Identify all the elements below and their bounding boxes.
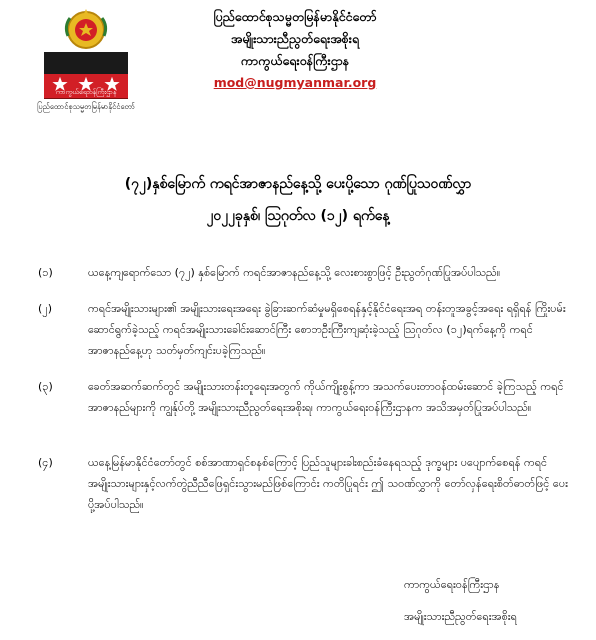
country-name: ပြည်ထောင်စုသမ္မတမြန်မာနိုင်ငံတော် (213, 9, 377, 24)
ministry-flag (44, 52, 128, 99)
state-emblem-icon (62, 6, 110, 52)
paragraph-number: (၄) (38, 456, 53, 469)
logo-caption: ပြည်ထောင်စုသမ္မတမြန်မာနိုင်ငံတော် (37, 102, 135, 111)
email-link[interactable]: mod@nugmyanmar.org (213, 75, 377, 90)
signature-government: အမျိုးသားညီညွတ်ရေးအစိုးရ (404, 610, 517, 623)
ministry-name: ကာကွယ်ရေးဝန်ကြီးဌာန (240, 53, 350, 68)
document-date: ၂၀၂၂ခုနှစ်၊ ဩဂုတ်လ (၁၂) ရက်နေ့ (206, 208, 390, 224)
paragraph-text: ယနေ့မြန်မာနိုင်ငံတော်တွင် စစ်အာဏာရှင်စနစ်ကြောင့် ပြည်သူများခါးစည်းခံနေရသည့် ဒုက္ခများ ပပျောက်စေရန် ကရင်အမျိုးသားများနှင့်လက်တွဲညီညီဖြေရှင်းသွားမည်ဖြစ်ကြောင်း ကတိပြုရင်း ဤ သဝဏ်လွှာကို တော်လှန်ရေးစိတ်ဓာတ်ဖြင့် ပေးပို့အပ်ပါသည်။ (88, 456, 568, 511)
paragraph-text: ခေတ်အဆက်ဆက်တွင် အမျိုးသားတန်းတူရေးအတွက် ကိုယ်ကျိုးစွန့်ကာ အသက်ပေးတာဝန်ထမ်းဆောင် ခဲ့ကြသည့် ကရင်အာဇာနည်များကို ကျွန်ုပ်တို့ အမျိုးသားညီညွတ်ရေးအစိုးရ၊ ကာကွယ်ရေးဝန်ကြီးဌာနက အသိအမှတ်ပြုအပ်ပါသည်။ (88, 380, 564, 414)
paragraph-text: ယနေ့ကျရောက်သော (၇၂) နှစ်မြောက် ကရင်အာဇာနည်နေ့သို့ လေးစားစွာဖြင့် ဦးညွတ်ဂုဏ်ပြုအပ်ပါသည်။ (88, 266, 501, 279)
flag-canton (44, 52, 128, 74)
government-name: အမျိုးသားညီညွတ်ရေးအစိုးရ (230, 31, 360, 46)
office-header (160, 6, 430, 94)
flag-caption: ကာကွယ်ရေးဝန်ကြီးဌာန (55, 88, 117, 96)
signature-ministry: ကာကွယ်ရေးဝန်ကြီးဌာန (404, 578, 500, 591)
paragraph-number: (၁) (38, 266, 53, 279)
paragraph-text: ကရင်အမျိုးသားများ၏ အမျိုးသားရေးအရေး ခွဲခြားဆက်ဆံမှုမရှိစေရန်နှင့်နိုင်ငံရေးအရ တန်းတူအခွင့်အရေး ရရှိရန် ကြိုးပမ်းဆောင်ရွက်ခဲ့သည့် ကရင်အမျိုးသားခေါင်းဆောင်ကြီး စောဘဦးကြီးကျဆုံးခဲ့သည့် ဩဂုတ်လ (၁၂)ရက်နေ့ကို ကရင်အာဇာနည်နေ့ဟု သတ်မှတ်ကျင်းပခဲ့ကြသည်။ (88, 302, 566, 357)
ministry-logo (38, 6, 134, 120)
document-title: (၇၂)နှစ်မြောက် ကရင်အာဇာနည်နေ့သို့ ပေးပို့သော ဂုဏ်ပြုသဝဏ်လွှာ (124, 176, 472, 192)
paragraph-number: (၃) (38, 380, 53, 393)
paragraph-number: (၂) (38, 302, 52, 315)
letterhead (0, 0, 596, 130)
